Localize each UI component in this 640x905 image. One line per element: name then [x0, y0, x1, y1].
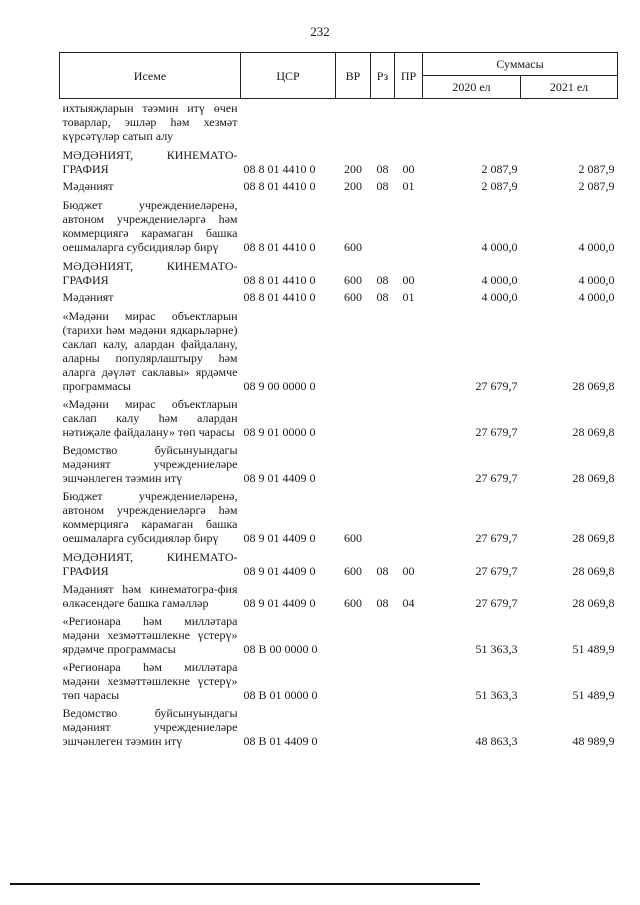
cell-pr	[395, 440, 423, 486]
cell-vr: 600	[344, 531, 362, 545]
cell-pr	[395, 657, 423, 703]
cell-y2021	[521, 99, 618, 145]
cell-name: «Мәдәни мирас объектларын (тарихи һәм мәдәни ядкарьләрне) саклап калу, алардан файдалану, аларны популярлаштыру һәм аларга дәүләт саклавы» ярдәмче программасы	[62, 309, 238, 393]
cell-vr: 600	[344, 290, 362, 304]
cell-vr	[336, 440, 371, 486]
cell-y2020: 27 679,7	[475, 425, 518, 439]
cell-rz	[371, 440, 395, 486]
cell-name: Мәдәният	[62, 290, 114, 304]
cell-y2021: 51 489,9	[572, 642, 615, 656]
cell-vr: 600	[344, 564, 362, 578]
cell-rz	[371, 394, 395, 440]
cell-vr	[336, 99, 371, 145]
table-row	[60, 394, 618, 440]
cell-pr: 00	[402, 162, 415, 176]
cell-y2021: 4 000,0	[578, 273, 615, 287]
header-vr: ВР	[336, 53, 371, 99]
cell-rz	[371, 305, 395, 394]
cell-vr: 200	[344, 179, 362, 193]
cell-y2020	[423, 99, 521, 145]
cell-y2021: 48 989,9	[572, 734, 615, 748]
cell-pr	[395, 611, 423, 657]
cell-pr	[395, 194, 423, 255]
header-year-2021: 2021 ел	[521, 76, 618, 99]
cell-vr	[336, 703, 371, 749]
bottom-rule	[10, 883, 480, 885]
cell-csr: 08 8 01 4410 0	[243, 290, 316, 304]
cell-pr: 01	[402, 290, 415, 304]
cell-name: «Мәдәни мирас объектларын саклап калу һәм алардан нәтиҗәле файдалану» төп чарасы	[62, 397, 238, 439]
cell-csr: 08 8 01 4410 0	[243, 240, 316, 254]
cell-vr	[336, 305, 371, 394]
cell-csr: 08 8 01 4410 0	[243, 162, 316, 176]
cell-vr: 600	[344, 596, 362, 610]
cell-name: Бюджет учреждениеләренә, автоном учреждениеләргә һәм коммерциягә карамаган башка оешмаларга субсидияләр бирү	[62, 489, 238, 545]
cell-y2021: 2 087,9	[578, 162, 615, 176]
cell-rz: 08	[376, 564, 389, 578]
cell-pr: 00	[402, 273, 415, 287]
cell-y2021: 28 069,8	[572, 531, 615, 545]
cell-csr: 08 8 01 4410 0	[243, 273, 316, 287]
cell-pr: 04	[402, 596, 415, 610]
cell-name: МӘДӘНИЯТ, КИНЕМАТО-ГРАФИЯ	[62, 259, 238, 287]
cell-name: Бюджет учреждениеләренә, автоном учреждениеләргә һәм коммерциягә карамаган башка оешмаларга субсидияләр бирү	[62, 198, 238, 254]
table-row	[60, 703, 618, 749]
table-body	[60, 99, 618, 750]
cell-y2021: 28 069,8	[572, 379, 615, 393]
cell-pr	[395, 394, 423, 440]
cell-rz	[371, 611, 395, 657]
cell-y2021: 4 000,0	[578, 290, 615, 304]
cell-csr: 08 В 00 0000 0	[243, 642, 318, 656]
cell-rz	[371, 486, 395, 546]
table-row	[60, 144, 618, 177]
budget-table	[59, 52, 618, 749]
cell-y2020: 51 363,3	[475, 642, 518, 656]
cell-pr	[395, 703, 423, 749]
cell-vr	[336, 394, 371, 440]
cell-rz	[371, 703, 395, 749]
cell-csr: 08 9 01 4409 0	[243, 531, 316, 545]
table-row	[60, 288, 618, 305]
cell-name: Мәдәният һәм кинематогра-фия өлкәсендәге башка гамәлләр	[62, 582, 238, 610]
cell-rz: 08	[376, 596, 389, 610]
cell-y2020: 27 679,7	[475, 471, 518, 485]
cell-pr: 01	[402, 179, 415, 193]
header-pr: ПР	[395, 53, 423, 99]
cell-name: «Регионара һәм милләтара мәдәни хезмәттәшлекне үстерү» төп чарасы	[62, 660, 238, 702]
cell-csr: 08 8 01 4410 0	[243, 179, 316, 193]
cell-csr: 08 В 01 4409 0	[243, 734, 318, 748]
cell-rz	[371, 657, 395, 703]
header-rz: Рз	[371, 53, 395, 99]
cell-y2020: 27 679,7	[475, 531, 518, 545]
cell-y2020: 4 000,0	[481, 273, 518, 287]
cell-csr: 08 9 01 4409 0	[243, 471, 316, 485]
cell-y2020: 2 087,9	[481, 162, 518, 176]
table-row	[60, 305, 618, 394]
cell-rz	[371, 99, 395, 145]
cell-vr: 600	[344, 273, 362, 287]
cell-name: МӘДӘНИЯТ, КИНЕМАТО-ГРАФИЯ	[62, 550, 238, 578]
table-row	[60, 546, 618, 579]
cell-csr: 08 9 01 4409 0	[243, 596, 316, 610]
cell-y2021: 28 069,8	[572, 425, 615, 439]
cell-rz: 08	[376, 290, 389, 304]
cell-vr: 600	[344, 240, 362, 254]
header-sums: Суммасы	[423, 53, 618, 76]
cell-y2021: 28 069,8	[572, 596, 615, 610]
table-row	[60, 99, 618, 145]
cell-pr	[395, 305, 423, 394]
cell-name: МӘДӘНИЯТ, КИНЕМАТО-ГРАФИЯ	[62, 148, 238, 176]
table-row	[60, 177, 618, 194]
table-row	[60, 579, 618, 611]
cell-name: Ведомство буйсынуындагы мәдәният учреждениеләре эшчәнлеген тәэмин итү	[62, 706, 238, 748]
cell-y2021: 4 000,0	[578, 240, 615, 254]
cell-y2020: 4 000,0	[481, 240, 518, 254]
cell-csr: 08 9 00 0000 0	[243, 379, 316, 393]
cell-pr: 00	[402, 564, 415, 578]
cell-rz: 08	[376, 179, 389, 193]
cell-vr	[336, 657, 371, 703]
cell-y2021: 28 069,8	[572, 564, 615, 578]
cell-csr: 08 В 01 0000 0	[243, 688, 318, 702]
cell-csr	[241, 99, 336, 145]
cell-y2020: 51 363,3	[475, 688, 518, 702]
cell-y2021: 2 087,9	[578, 179, 615, 193]
cell-csr: 08 9 01 0000 0	[243, 425, 316, 439]
cell-y2021: 51 489,9	[572, 688, 615, 702]
header-year-2020: 2020 ел	[423, 76, 521, 99]
cell-rz: 08	[376, 162, 389, 176]
cell-y2020: 48 863,3	[475, 734, 518, 748]
cell-name: «Регионара һәм милләтара мәдәни хезмәттәшлекне үстерү» ярдәмче программасы	[62, 614, 238, 656]
cell-y2020: 4 000,0	[481, 290, 518, 304]
table-row	[60, 194, 618, 255]
cell-y2020: 27 679,7	[475, 379, 518, 393]
table-row	[60, 611, 618, 657]
cell-name: Ведомство буйсынуындагы мәдәният учреждениеләре эшчәнлеген тәэмин итү	[62, 443, 238, 485]
cell-y2021: 28 069,8	[572, 471, 615, 485]
cell-csr: 08 9 01 4409 0	[243, 564, 316, 578]
cell-pr	[395, 486, 423, 546]
cell-name: ихтыяҗларын тәэмин итү өчен товарлар, эшләр һәм хезмәт күрсәтүләр сатып алу	[62, 101, 238, 143]
cell-rz: 08	[376, 273, 389, 287]
page-number: 232	[310, 24, 330, 39]
header-csr: ЦСР	[241, 53, 336, 99]
cell-pr	[395, 99, 423, 145]
cell-y2020: 27 679,7	[475, 596, 518, 610]
header-name: Исеме	[60, 53, 241, 99]
table-row	[60, 255, 618, 288]
table-row	[60, 440, 618, 486]
cell-name: Мәдәният	[62, 179, 114, 193]
cell-vr: 200	[344, 162, 362, 176]
cell-y2020: 2 087,9	[481, 179, 518, 193]
table-row	[60, 657, 618, 703]
table-row	[60, 486, 618, 546]
cell-vr	[336, 611, 371, 657]
cell-y2020: 27 679,7	[475, 564, 518, 578]
cell-rz	[371, 194, 395, 255]
